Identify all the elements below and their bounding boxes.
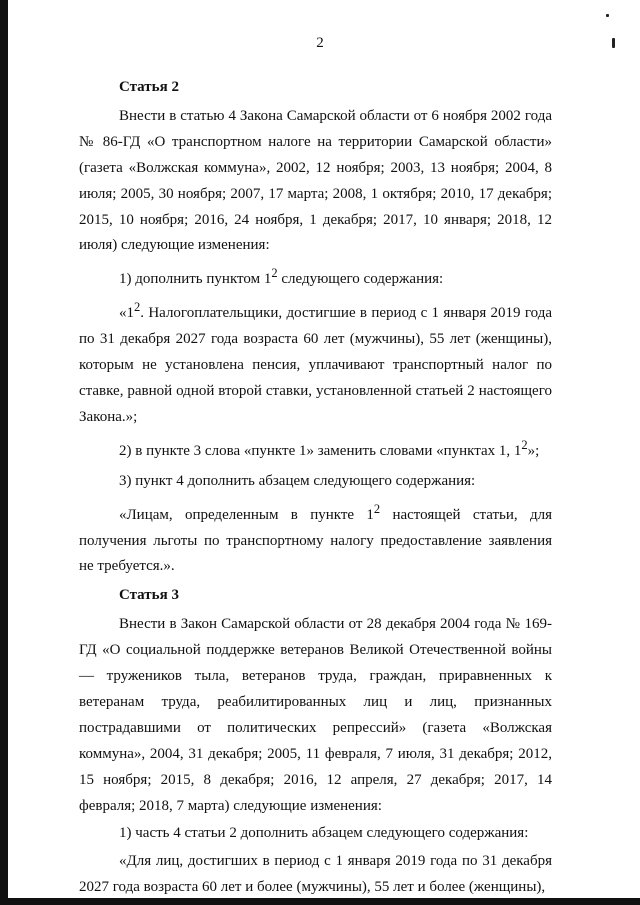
- document-body: [79, 72, 552, 901]
- article-2-quote-2: «Лицам, определенным в пункте $1^2$ настоящей статьи, для получения льготы по транспортному налогу предоставление заявления не требуется.».: [79, 501, 552, 575]
- article-3-item-1: 1) часть 4 статьи 2 дополнить абзацем следующего содержания:: [119, 825, 529, 842]
- scan-speck: [606, 14, 609, 17]
- article-2-heading: Статья 2: [119, 79, 179, 95]
- article-3-intro: Внести в Закон Самарской области от 28 декабря 2004 года № 169-ГД «О социальной поддержке ветеранов Великой Отечественной войны — тружеников тыла, ветеранов труда, граждан, приравненных к ветеранам труда, реабилитированных лиц и лиц, признанных пострадавшими от политических репрессий» (газета «Волжская коммуна», 2004, 31 декабря; 2005, 11 февраля, 7 июля, 31 декабря; 2012, 15 ноября; 2015, 8 декабря; 2016, 12 апреля, 27 декабря; 2017, 14 февраля; 2018, 7 марта) следующие изменения:: [79, 616, 552, 814]
- article-2-item-1: 1) дополнить пунктом $1^2$ следующего содержания:: [119, 266, 444, 288]
- article-2-quote-1: «$1^2$. Налогоплательщики, достигшие в период с 1 января 2019 года по 31 декабря 2027 года возраста 60 лет (мужчины), 55 лет (женщины), которым не установлена пенсия, уплачивают транспортный налог по ставке, равной одной второй ставки, установленной статьей 2 настоящего Закона.»;: [79, 300, 552, 425]
- article-2-item-3: 3) пункт 4 дополнить абзацем следующего содержания:: [119, 472, 476, 489]
- article-2-item-2: 2) в пункте 3 слова «пункте 1» заменить словами «пунктах 1, $1^2$»;: [119, 437, 540, 459]
- article-2-intro: Внести в статью 4 Закона Самарской области от 6 ноября 2002 года № 86-ГД «О транспортном налоге на территории Самарской области» (газета «Волжская коммуна», 2002, 12 ноября; 2003, 13 ноября; 2004, 8 июля; 2005, 30 ноября; 2007, 17 марта; 2008, 1 октября; 2010, 17 декабря; 2015, 10 ноября; 2016, 24 ноября, 1 декабря; 2017, 10 января; 2018, 12 июля) следующие изменения:: [79, 107, 552, 254]
- scan-edge-left: [0, 0, 8, 905]
- page-number: 2: [316, 35, 324, 51]
- article-3-heading: Статья 3: [119, 587, 179, 604]
- article-3-quote: «Для лиц, достигших в период с 1 января 2019 года по 31 декабря 2027 года возраста 60 лет и более (мужчины), 55 лет и более (женщины),: [79, 853, 552, 896]
